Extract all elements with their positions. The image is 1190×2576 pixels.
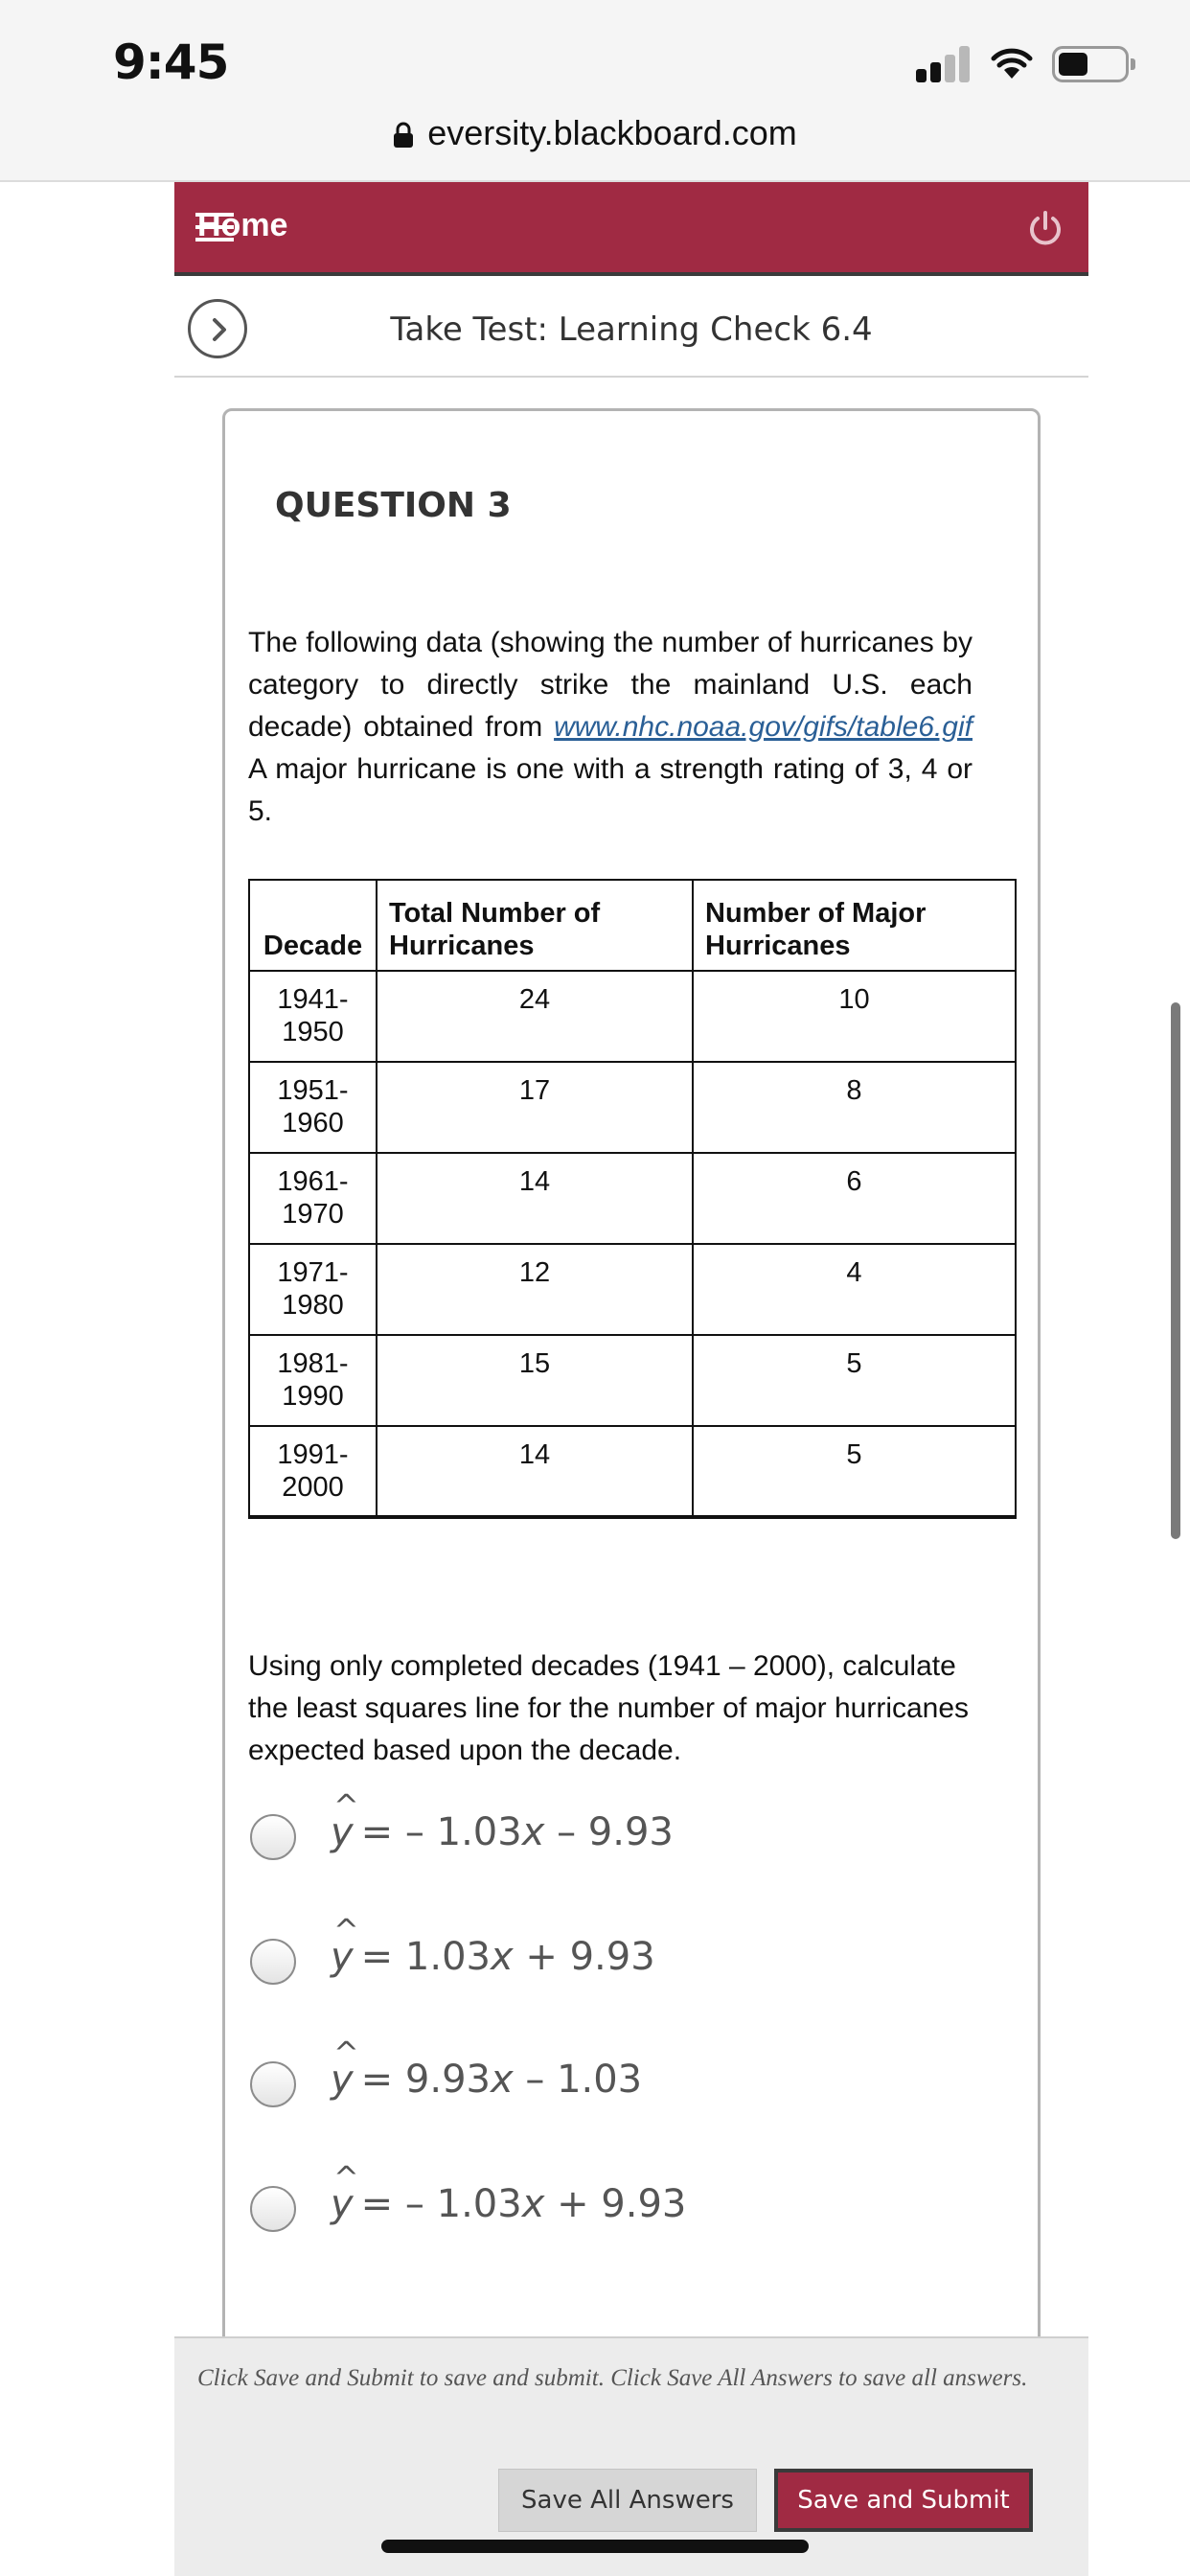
radio-button[interactable] (250, 1939, 296, 1985)
y-hat-symbol: ^ y (331, 2058, 354, 2102)
test-title: Take Test: Learning Check 6.4 (390, 310, 873, 349)
equation-part: = 9.93 (360, 2058, 491, 2102)
intro-text: The following data (showing the number of hurricanes by category to directly strike the mainland U.S. each decade) obtained from (248, 627, 973, 743)
major-cell: 5 (693, 1426, 1016, 1517)
table-row (249, 971, 1016, 1062)
equation-part: – 9.93 (544, 1810, 674, 1854)
total-cell: 24 (377, 971, 693, 1062)
table-row (249, 1244, 1016, 1335)
equation-part: = 1.03 (360, 1935, 491, 1979)
column-header-major: Number of Major Hurricanes (693, 880, 1016, 971)
table-row (249, 1153, 1016, 1244)
total-cell: 14 (377, 1153, 693, 1244)
save-and-submit-button[interactable]: Save and Submit (774, 2469, 1033, 2532)
choice-equation (331, 2182, 686, 2226)
table-header-row (249, 880, 1016, 971)
status-time: 9:45 (113, 34, 229, 90)
y-hat-symbol: ^ y (331, 2182, 354, 2226)
table-row (249, 1335, 1016, 1426)
major-cell: 4 (693, 1244, 1016, 1335)
column-header-total: Total Number of Hurricanes (377, 880, 693, 971)
y-hat-symbol: ^ y (331, 1810, 354, 1854)
hurricane-data-table (248, 879, 1017, 1519)
decade-cell: 1981-1990 (249, 1335, 377, 1426)
equation-variable: x (490, 2058, 514, 2102)
decade-cell: 1971-1980 (249, 1244, 377, 1335)
decade-cell: 1951-1960 (249, 1062, 377, 1153)
question-card (222, 408, 1041, 2363)
intro-text-end: A major hurricane is one with a strength rating of 3, 4 or 5. (248, 753, 973, 827)
app-header (174, 182, 1088, 276)
wifi-icon (991, 48, 1033, 80)
address-bar[interactable] (0, 113, 1190, 153)
total-cell: 15 (377, 1335, 693, 1426)
equation-variable: x (521, 2182, 545, 2226)
choice-equation (331, 1935, 655, 1979)
total-cell: 14 (377, 1426, 693, 1517)
equation-variable: x (490, 1935, 514, 1979)
url-text: eversity.blackboard.com (427, 113, 797, 152)
major-cell: 5 (693, 1335, 1016, 1426)
choice-equation (331, 1810, 674, 1854)
test-title-bar (174, 280, 1088, 378)
equation-part: + 9.93 (544, 2182, 687, 2226)
home-menu-button[interactable] (195, 207, 287, 244)
equation-part: + 9.93 (513, 1935, 655, 1979)
radio-button[interactable] (250, 1814, 296, 1860)
source-link[interactable]: www.nhc.noaa.gov/gifs/table6.gif (554, 711, 973, 743)
table-row (249, 1062, 1016, 1153)
question-intro (248, 622, 973, 833)
question-prompt: Using only completed decades (1941 – 2000), calculate the least squares line for the number of major hurricanes expected based upon the decade. (248, 1650, 970, 1766)
answer-choice-c[interactable] (250, 2050, 940, 2117)
equation-part: = – 1.03 (360, 2182, 522, 2226)
radio-button[interactable] (250, 2186, 296, 2232)
major-cell: 8 (693, 1062, 1016, 1153)
lock-icon (393, 122, 414, 149)
radio-button[interactable] (250, 2061, 296, 2107)
save-all-answers-button[interactable]: Save All Answers (498, 2469, 757, 2532)
cellular-signal-icon (916, 46, 970, 82)
table-row (249, 1426, 1016, 1517)
home-label: Home (197, 207, 288, 243)
status-bar (0, 0, 1190, 182)
footer-instructions: Click Save and Submit to save and submit. Click Save All Answers to save all answers. (197, 2365, 1028, 2391)
choice-equation (331, 2058, 642, 2102)
battery-icon (1052, 46, 1129, 82)
answer-choice-d[interactable] (250, 2174, 940, 2242)
page-scrollbar[interactable] (1171, 1002, 1180, 1539)
y-hat-symbol: ^ y (331, 1935, 354, 1979)
equation-part: = – 1.03 (360, 1810, 522, 1854)
answer-choice-b[interactable] (250, 1927, 940, 1994)
answer-choice-a[interactable] (250, 1803, 940, 1870)
home-indicator[interactable] (381, 2540, 809, 2553)
equation-variable: x (521, 1810, 545, 1854)
major-cell: 6 (693, 1153, 1016, 1244)
decade-cell: 1941-1950 (249, 971, 377, 1062)
question-heading: QUESTION 3 (275, 486, 512, 525)
total-cell: 17 (377, 1062, 693, 1153)
power-logout-icon[interactable] (1025, 209, 1065, 249)
column-header-decade: Decade (249, 880, 377, 971)
total-cell: 12 (377, 1244, 693, 1335)
major-cell: 10 (693, 971, 1016, 1062)
equation-part: – 1.03 (513, 2058, 643, 2102)
decade-cell: 1991-2000 (249, 1426, 377, 1517)
decade-cell: 1961-1970 (249, 1153, 377, 1244)
